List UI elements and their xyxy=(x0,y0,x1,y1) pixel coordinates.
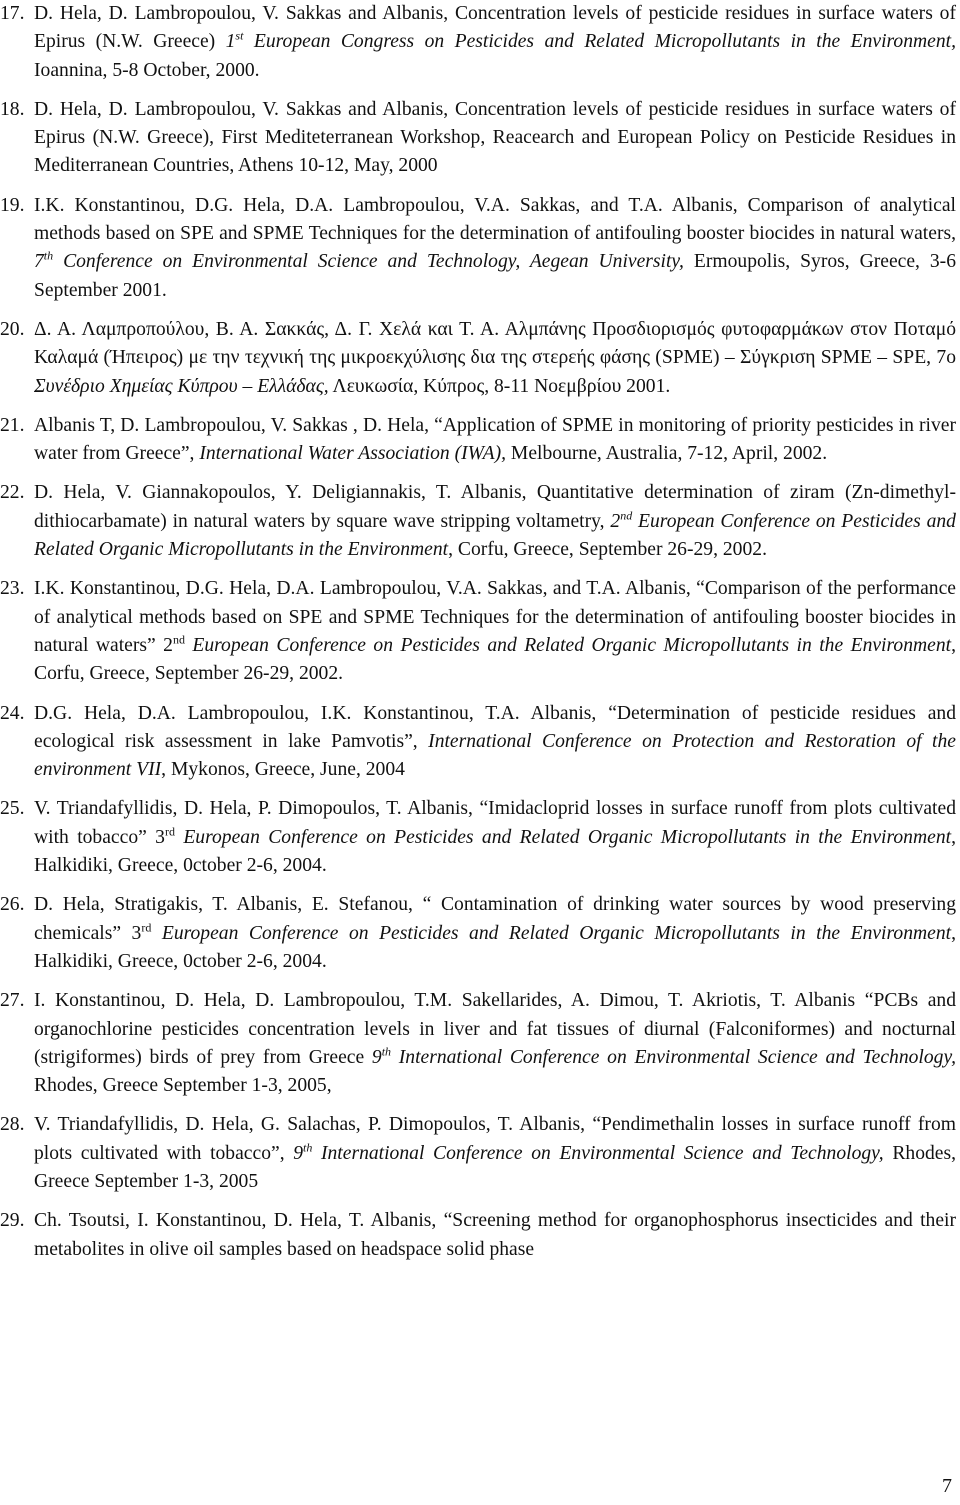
italic-text: International Conference on Environmental Science and Technology, xyxy=(391,1046,956,1068)
text-run: I.K. Konstantinou, D.G. Hela, D.A. Lambropoulou, V.A. Sakkas, and T.A. Albanis, “Comparison of the performance of analytical methods based on SPE and SPME Techniques for the determination of antifouling booster biocides in natural waters” 2 xyxy=(34,578,956,656)
reference-entry xyxy=(0,192,960,305)
ordinal-suffix: rd xyxy=(141,920,152,935)
italic-text: European Conference on Pesticides and Related Organic Micropollutants in the Environment xyxy=(151,922,952,944)
text-run: Λευκωσία, Κύπρος, 8-11 Νοεμβρίου 2001. xyxy=(328,375,671,397)
italic-text: 9 xyxy=(293,1142,304,1164)
italic-text: International Conference on Environmental Science and Technology, xyxy=(312,1142,884,1164)
reference-number: 20. xyxy=(0,318,25,340)
italic-text: European Conference on Pesticides and Related Organic Micropollutants in the Environment xyxy=(184,634,952,656)
text-run: , Mykonos, Greece, June, 2004 xyxy=(161,759,405,781)
reference-text xyxy=(34,1111,956,1196)
italic-text: European Conference on Pesticides and Related Organic Micropollutants in the Environment xyxy=(174,826,952,848)
reference-number: 23. xyxy=(0,578,25,600)
text-run: D. Hela, D. Lambropoulou, V. Sakkas and Albanis, Concentration levels of pesticide residues in surface waters of Epirus (N.W. Greece), First Mediteterranean Workshop, Reacearch and European Policy on Pesticide Residues in Mediterranean Countries, Athens 10-12, May, 2000 xyxy=(34,98,956,177)
text-run: V. Triandafyllidis, D. Hela, P. Dimopoulos, T. Albanis, “Imidacloprid losses in surface runoff from plots cultivated with tobacco” 3 xyxy=(34,798,956,848)
ordinal-suffix: th xyxy=(43,248,54,263)
text-run: , Halkidiki, Greece, 0ctober 2-6, 2004. xyxy=(34,922,956,972)
reference-entry xyxy=(0,891,960,976)
reference-number: 26. xyxy=(0,894,25,916)
reference-number: 24. xyxy=(0,702,25,724)
italic-text: Conference on Environmental Science and Technology, Aegean University, xyxy=(53,251,684,273)
text-run: , Corfu, Greece, September 26-29, 2002. xyxy=(448,539,767,561)
italic-text: International Conference on Protection and Restoration of the environment VII xyxy=(34,730,956,781)
reference-text xyxy=(34,795,956,880)
italic-text: 1 xyxy=(225,31,236,53)
text-run: Rhodes, Greece September 1-3, 2005, xyxy=(34,1075,332,1097)
reference-text xyxy=(34,987,956,1100)
italic-text: Συνέδριο Χημείας Κύπρου – Ελλάδας, xyxy=(34,375,329,397)
reference-number: 21. xyxy=(0,414,25,436)
reference-text xyxy=(34,0,956,85)
italic-text: 7 xyxy=(34,251,44,273)
reference-entry xyxy=(0,987,960,1100)
italic-text: European Congress on Pesticides and Related Micropollutants in the Environment, xyxy=(243,31,957,53)
reference-text xyxy=(34,1207,956,1264)
ordinal-suffix: nd xyxy=(172,632,185,647)
text-run: , Halkidiki, Greece, 0ctober 2-6, 2004. xyxy=(34,826,956,877)
reference-entry xyxy=(0,700,960,785)
reference-text xyxy=(34,192,956,305)
reference-text xyxy=(34,412,956,469)
reference-text xyxy=(34,316,956,401)
reference-number: 22. xyxy=(0,482,25,504)
reference-entry xyxy=(0,412,960,469)
ordinal-suffix: nd xyxy=(620,508,633,523)
ordinal-suffix: st xyxy=(235,28,244,43)
reference-number: 28. xyxy=(0,1114,25,1136)
ordinal-suffix: th xyxy=(303,1140,313,1155)
reference-entry xyxy=(0,795,960,880)
text-run: Δ. Α. Λαμπροπούλου, Β. Α. Σακκάς, Δ. Γ. Χελά και Τ. Α. Αλμπάνης Προσδιορισμός φυτοφαρμάκων στον Ποταμό Καλαμά (Ήπειρος) με την τεχνική της μικροεκχύλισης δια της στερεής φάσης (SPME) – Σύγκριση SPME – SPE, 7ο xyxy=(34,318,956,369)
reference-text xyxy=(34,575,956,688)
reference-entry xyxy=(0,1207,960,1264)
text-run: I.K. Konstantinou, D.G. Hela, D.A. Lambropoulou, V.A. Sakkas, and T.A. Albanis, Comparison of analytical methods based on SPE and SPME Techniques for the determination of antifouling booster biocides in natural waters, xyxy=(34,194,956,245)
reference-number: 27. xyxy=(0,990,25,1012)
text-run: Ioannina, 5-8 October, 2000. xyxy=(34,59,260,81)
text-run: D. Hela, V. Giannakopoulos, Y. Deligiannakis, T. Albanis, Quantitative determination of ziram (Zn-dimethyl-dithiocarbamate) in natural waters by square wave stripping voltametry, xyxy=(34,482,956,532)
text-run: I. Konstantinou, D. Hela, D. Lambropoulou, T.M. Sakellarides, A. Dimou, T. Akriotis, T. Albanis “PCBs and organochlorine pesticides concentration levels in liver and fat tissues of diurnal (Falconiformes) and nocturnal (strigiformes) birds of prey from Greece xyxy=(34,990,956,1068)
text-run: D. Hela, Stratigakis, T. Albanis, E. Stefanou, “ Contamination of drinking water sources by wood preserving chemicals” 3 xyxy=(34,894,956,944)
reference-entry xyxy=(0,479,960,564)
reference-text xyxy=(34,96,956,181)
reference-number: 25. xyxy=(0,798,25,820)
italic-text: International Water Association (IWA), xyxy=(199,443,507,465)
text-run: Albanis T, D. Lambropoulou, V. Sakkas , D. Hela, “Application of SPME in monitoring of priority pesticides in river water from Greece”, xyxy=(34,414,956,465)
italic-text: 2 xyxy=(610,510,621,532)
text-run: Melbourne, Australia, 7-12, April, 2002. xyxy=(506,443,828,465)
reference-entry xyxy=(0,316,960,401)
reference-text xyxy=(34,891,956,976)
reference-number: 18. xyxy=(0,98,25,120)
page-number: 7 xyxy=(942,1475,952,1497)
text-run: Ch. Tsoutsi, I. Konstantinou, D. Hela, T. Albanis, “Screening method for organophosphorus insecticides and their metabolites in olive oil samples based on headspace solid phase xyxy=(34,1210,956,1260)
text-run: Rhodes, Greece September 1-3, 2005 xyxy=(34,1142,957,1192)
reference-number: 17. xyxy=(0,3,25,24)
reference-entry xyxy=(0,0,960,85)
text-run: D. Hela, D. Lambropoulou, V. Sakkas and Albanis, Concentration levels of pesticide residues in surface waters of Epirus (N.W. Greece) xyxy=(34,3,956,53)
ordinal-suffix: th xyxy=(381,1044,392,1059)
reference-number: 29. xyxy=(0,1210,25,1232)
italic-text: 9 xyxy=(371,1046,382,1068)
reference-entry xyxy=(0,96,960,181)
reference-entry xyxy=(0,1111,960,1196)
text-run: Ermoupolis, Syros, Greece, 3-6 September 2001. xyxy=(34,251,956,301)
reference-entry xyxy=(0,575,960,688)
text-run: V. Triandafyllidis, D. Hela, G. Salachas, P. Dimopoulos, T. Albanis, “Pendimethalin losses in surface runoff from plots cultivated with tobacco”, xyxy=(34,1114,956,1164)
reference-text xyxy=(34,700,956,785)
text-run: , Corfu, Greece, September 26-29, 2002. xyxy=(34,634,956,685)
reference-number: 19. xyxy=(0,194,25,216)
italic-text: European Conference on Pesticides and Related Organic Micropollutants in the Environment xyxy=(34,510,956,561)
reference-text xyxy=(34,479,956,564)
text-run: D.G. Hela, D.A. Lambropoulou, I.K. Konstantinou, T.A. Albanis, “Determination of pesticide residues and ecological risk assessment in lake Pamvotis”, xyxy=(34,702,956,752)
ordinal-suffix: rd xyxy=(164,824,175,839)
